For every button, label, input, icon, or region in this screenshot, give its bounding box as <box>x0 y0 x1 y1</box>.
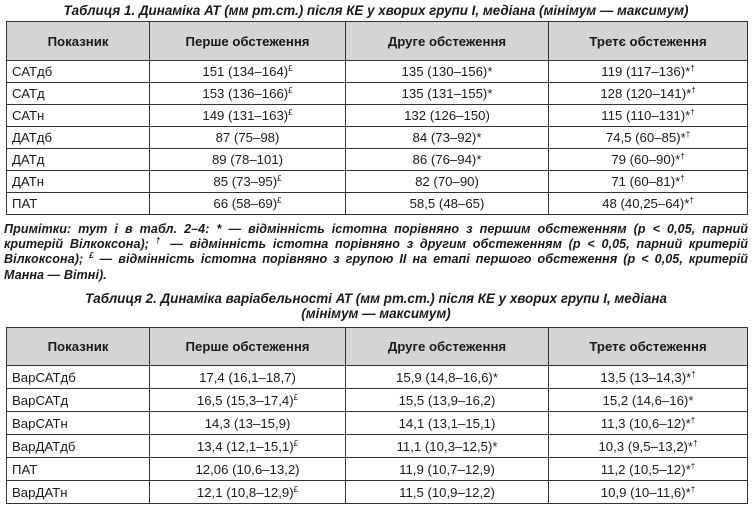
column-header: Перше обстеження <box>150 22 346 61</box>
value-cell <box>549 458 748 481</box>
table-row <box>7 412 748 435</box>
cell-superscript: £ <box>277 196 282 205</box>
value-cell <box>150 171 346 193</box>
cell-superscript: † <box>690 484 696 494</box>
cell-superscript: † <box>690 64 695 73</box>
table-row <box>7 61 748 83</box>
table-row <box>7 127 748 149</box>
row-label: ВарСАТд <box>7 389 150 412</box>
value-cell <box>150 366 346 389</box>
row-label: ВарДАТдб <box>7 435 150 458</box>
value-cell <box>549 61 748 83</box>
cell-value: 151 (134–164) <box>202 64 289 79</box>
row-label: ВарСАТдб <box>7 366 150 389</box>
row-label: ВарДАТн <box>7 481 150 504</box>
value-cell <box>150 193 346 215</box>
cell-value: 128 (120–141)* <box>600 86 692 101</box>
table-row <box>7 171 748 193</box>
table2-caption-line1: Таблиця 2. Динаміка варіабельності АТ (мм рт.ст.) після КЕ у хворих групи І, медіана <box>85 291 667 306</box>
value-cell <box>346 366 549 389</box>
table-row <box>7 149 748 171</box>
cell-value: 119 (117–136)* <box>601 64 691 79</box>
row-label: ДАТд <box>7 149 150 171</box>
table-row <box>7 389 748 412</box>
table-row <box>7 83 748 105</box>
value-cell <box>346 83 549 105</box>
row-label: САТд <box>7 83 150 105</box>
value-cell <box>549 389 748 412</box>
value-cell <box>346 61 549 83</box>
value-cell <box>549 149 748 171</box>
value-cell <box>549 193 748 215</box>
value-cell <box>150 435 346 458</box>
column-header: Перше обстеження <box>150 328 346 366</box>
column-header: Друге обстеження <box>346 22 549 61</box>
cell-value: 82 (70–90) <box>415 174 479 189</box>
table1-header-row <box>7 22 748 61</box>
note-text: — відмінність істотна порівняно з групою ІІ на етапі першого обстеження (р < 0,05, критерій Манна — Вітні). <box>4 252 748 282</box>
table-row <box>7 366 748 389</box>
cell-superscript: £ <box>277 174 282 183</box>
table1-caption: Таблиця 1. Динаміка АТ (мм рт.ст.) після КЕ у хворих групи І, медіана (мінімум — максимум) <box>63 3 689 18</box>
column-header: Показник <box>7 328 150 366</box>
value-cell <box>150 83 346 105</box>
cell-superscript: † <box>680 174 685 183</box>
cell-value: 11,9 (10,7–12,9) <box>399 461 495 477</box>
row-label: САТн <box>7 105 150 127</box>
cell-value: 79 (60–90)* <box>611 152 681 167</box>
table2-header-row <box>7 328 748 366</box>
table2-body <box>7 366 748 504</box>
cell-value: 11,2 (10,5–12)* <box>600 461 691 477</box>
value-cell <box>346 193 549 215</box>
value-cell <box>346 435 549 458</box>
cell-value: 13,5 (13–14,3)* <box>600 369 692 385</box>
cell-value: 58,5 (48–65) <box>409 196 485 211</box>
cell-value: 15,5 (13,9–16,2) <box>398 392 496 408</box>
cell-superscript: † <box>689 196 694 205</box>
value-cell <box>346 458 549 481</box>
cell-superscript: £ <box>288 108 293 117</box>
cell-superscript: £ <box>288 86 293 95</box>
cell-superscript: † <box>693 438 698 448</box>
column-header: Третє обстеження <box>549 22 748 61</box>
cell-value: 66 (58–69) <box>213 196 278 211</box>
cell-value: 16,5 (15,3–17,4) <box>196 392 294 408</box>
cell-value: 10,3 (9,5–13,2)* <box>598 438 694 454</box>
table1-body <box>7 61 748 215</box>
value-cell <box>150 105 346 127</box>
value-cell <box>549 481 748 504</box>
table-row <box>7 193 748 215</box>
cell-superscript: £ <box>293 392 299 402</box>
cell-value: 15,9 (14,8–16,6)* <box>396 369 498 385</box>
cell-value: 115 (110–131)* <box>601 108 691 123</box>
column-header: Друге обстеження <box>346 328 549 366</box>
value-cell <box>346 171 549 193</box>
cell-superscript: † <box>685 130 691 139</box>
row-label: ДАТдб <box>7 127 150 149</box>
cell-value: 11,5 (10,9–12,2) <box>399 484 495 500</box>
value-cell <box>150 61 346 83</box>
row-label: ПАТ <box>7 458 150 481</box>
value-cell <box>150 127 346 149</box>
cell-value: 85 (73–95) <box>213 174 278 189</box>
cell-superscript: † <box>680 152 685 161</box>
value-cell <box>549 83 748 105</box>
cell-value: 86 (76–94)* <box>412 152 482 167</box>
cell-superscript: † <box>691 369 696 379</box>
cell-value: 10,9 (10–11,6)* <box>600 484 691 500</box>
value-cell <box>346 105 549 127</box>
value-cell <box>549 435 748 458</box>
cell-value: 13,4 (12,1–15,1) <box>196 438 294 454</box>
value-cell <box>346 149 549 171</box>
value-cell <box>150 412 346 435</box>
value-cell <box>346 412 549 435</box>
cell-value: 153 (136–166) <box>202 86 289 101</box>
value-cell <box>150 149 346 171</box>
note-text: — відмінність істотна порівняно з другим обстеженням (р < 0,05, парний критерій Вілкоксона); <box>4 237 748 267</box>
cell-superscript: † <box>690 108 695 117</box>
cell-value: 84 (73–92)* <box>412 130 482 145</box>
row-label: САТдб <box>7 61 150 83</box>
table2-caption-line2: (мінімум — максимум) <box>301 306 451 321</box>
value-cell <box>346 127 549 149</box>
cell-value: 11,1 (10,3–12,5)* <box>396 438 498 454</box>
value-cell <box>346 389 549 412</box>
cell-value: 14,3 (13–15,9) <box>204 415 291 431</box>
cell-value: 12,1 (10,8–12,9) <box>196 484 294 500</box>
cell-superscript: † <box>690 415 696 425</box>
cell-value: 14,1 (13,1–15,1) <box>398 415 496 431</box>
row-label: ВарСАТн <box>7 412 150 435</box>
cell-value: 149 (131–163) <box>202 108 289 123</box>
cell-value: 15,2 (14,6–16)* <box>602 392 694 408</box>
value-cell <box>549 366 748 389</box>
pound-mark: £ <box>89 251 94 261</box>
table-row <box>7 435 748 458</box>
cell-superscript: £ <box>293 484 299 494</box>
row-label: ПАТ <box>7 193 150 215</box>
cell-value: 74,5 (60–85)* <box>605 130 686 145</box>
cell-superscript: † <box>690 461 696 471</box>
cell-superscript: £ <box>288 64 293 73</box>
cell-value: 48 (40,25–64)* <box>602 196 690 211</box>
note-text: Примітки: тут і в табл. 2–4: * — відмінність істотна порівняно з першим обстеженням (р < 0,05, парний критерій Вілкоксона); <box>4 222 748 252</box>
value-cell <box>549 171 748 193</box>
row-label: ДАТн <box>7 171 150 193</box>
value-cell <box>150 458 346 481</box>
cell-value: 17,4 (16,1–18,7) <box>199 369 296 385</box>
cell-value: 12,06 (10,6–13,2) <box>195 461 300 477</box>
cell-value: 135 (130–156)* <box>401 64 493 79</box>
dagger-mark: † <box>155 236 164 246</box>
table1 <box>6 21 748 215</box>
table-row <box>7 458 748 481</box>
cell-value: 71 (60–81)* <box>611 174 681 189</box>
table-notes <box>4 222 748 283</box>
cell-value: 132 (126–150) <box>404 108 490 123</box>
value-cell <box>150 389 346 412</box>
cell-value: 89 (78–101) <box>211 152 284 167</box>
column-header: Третє обстеження <box>549 328 748 366</box>
value-cell <box>549 412 748 435</box>
column-header: Показник <box>7 22 150 61</box>
cell-value: 135 (131–155)* <box>401 86 493 101</box>
cell-value: 87 (75–98) <box>215 130 280 145</box>
table-row <box>7 481 748 504</box>
table-row <box>7 105 748 127</box>
value-cell <box>346 481 549 504</box>
value-cell <box>549 105 748 127</box>
value-cell <box>150 481 346 504</box>
table2-caption <box>4 291 748 321</box>
value-cell <box>549 127 748 149</box>
cell-superscript: † <box>691 86 696 95</box>
cell-value: 11,3 (10,6–12)* <box>600 415 691 431</box>
cell-superscript: £ <box>293 438 299 448</box>
table2 <box>6 327 748 504</box>
